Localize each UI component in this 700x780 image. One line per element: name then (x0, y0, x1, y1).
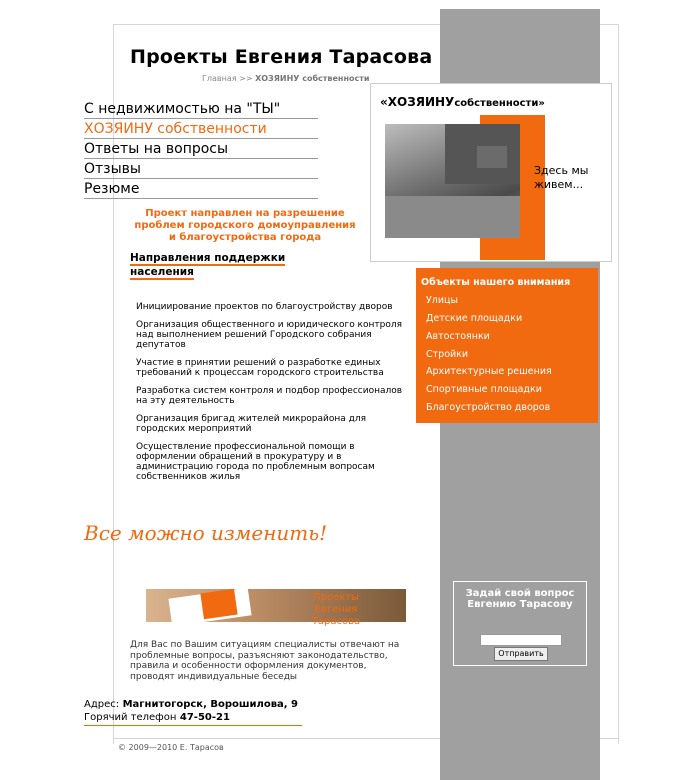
directions-heading: Направления поддержки населения (130, 252, 286, 278)
breadcrumb-separator: >> (239, 74, 253, 83)
promo-title (380, 95, 545, 109)
list-item: Осуществление профессиональной помощи в оформлении обращений в прокуратуру и в администрацию города по проблемным вопросам собственников жилья (136, 442, 375, 482)
directions-list (136, 302, 416, 490)
promo-caption: Здесь мы живем... (534, 164, 589, 191)
ask-question-title: Задай свой вопрос Евгению Тарасову (465, 588, 575, 610)
list-item: Инициирование проектов по благоустройству дворов (136, 302, 393, 312)
ask-question-box (453, 581, 587, 666)
promo-title-part2: собственности» (454, 98, 545, 109)
side-menu-item-parking[interactable]: Автостоянки (426, 331, 490, 342)
banner-line1: Проекты (313, 592, 359, 603)
ask-question-input[interactable] (480, 634, 562, 646)
breadcrumb (202, 74, 369, 83)
side-menu-item-yards[interactable]: Благоустройство дворов (426, 402, 551, 413)
nav-item-reviews[interactable]: Отзывы (84, 159, 318, 179)
mission-statement: Проект направлен на разрешение проблем городского домоуправления и благоустройства города (134, 208, 356, 243)
submit-button[interactable]: Отправить (494, 647, 548, 661)
side-menu-heading: Объекты нашего внимания (421, 277, 571, 288)
info-text: Для Вас по Вашим ситуациям специалисты отвечают на проблемные вопросы, разъясняют законодательство, правила и особенности оформления документов, проводят индивидуальные беседы (130, 640, 400, 682)
nav-item-real-estate[interactable]: С недвижимостью на "ТЫ" (84, 99, 318, 119)
address-value: Магнитогорск, Ворошилова, 9 (122, 699, 299, 710)
promo-title-part1: «ХОЗЯИНУ (380, 95, 455, 109)
phone-label: Горячий телефон (84, 712, 177, 723)
list-item: Разработка систем контроля и подбор профессионалов на эту деятельность (136, 386, 403, 406)
promo-photo (385, 124, 520, 238)
side-menu-item-construction[interactable]: Стройки (426, 349, 469, 360)
banner-card-accent (200, 589, 237, 619)
side-menu-item-playgrounds[interactable]: Детские площадки (426, 313, 523, 324)
side-menu-item-streets[interactable]: Улицы (426, 295, 459, 306)
side-menu-item-architecture[interactable]: Архитектурные решения (426, 366, 552, 377)
banner[interactable] (146, 589, 406, 627)
list-item: Участие в принятии решений о разработке единых требований к процессам городского строительства (136, 358, 384, 378)
nav-item-answers[interactable]: Ответы на вопросы (84, 139, 318, 159)
side-menu (416, 268, 598, 423)
banner-text (296, 592, 376, 628)
slogan: Все можно изменить! (84, 521, 328, 545)
list-item: Организация бригад жителей микрорайона для городских мероприятий (136, 414, 367, 434)
side-menu-item-sports[interactable]: Спортивные площадки (426, 384, 542, 395)
address-label: Адрес: (84, 699, 120, 710)
phone-value: 47-50-21 (179, 712, 230, 723)
site-title[interactable]: Проекты Евгения Тарасова (130, 46, 433, 68)
breadcrumb-current: ХОЗЯИНУ собственности (255, 74, 370, 83)
copyright: © 2009—2010 Е. Тарасов (118, 743, 224, 752)
main-nav (84, 99, 318, 199)
banner-line2: Евгения Тарасова (311, 604, 361, 627)
nav-item-resume[interactable]: Резюме (84, 179, 318, 199)
list-item: Организация общественного и юридического контроля над выполнением решений Городского собрания депутатов (136, 320, 403, 350)
page-frame-right (618, 24, 619, 744)
nav-item-property-owner[interactable]: ХОЗЯИНУ собственности (84, 119, 318, 139)
contact-block (84, 698, 302, 726)
breadcrumb-home[interactable]: Главная (202, 74, 237, 83)
